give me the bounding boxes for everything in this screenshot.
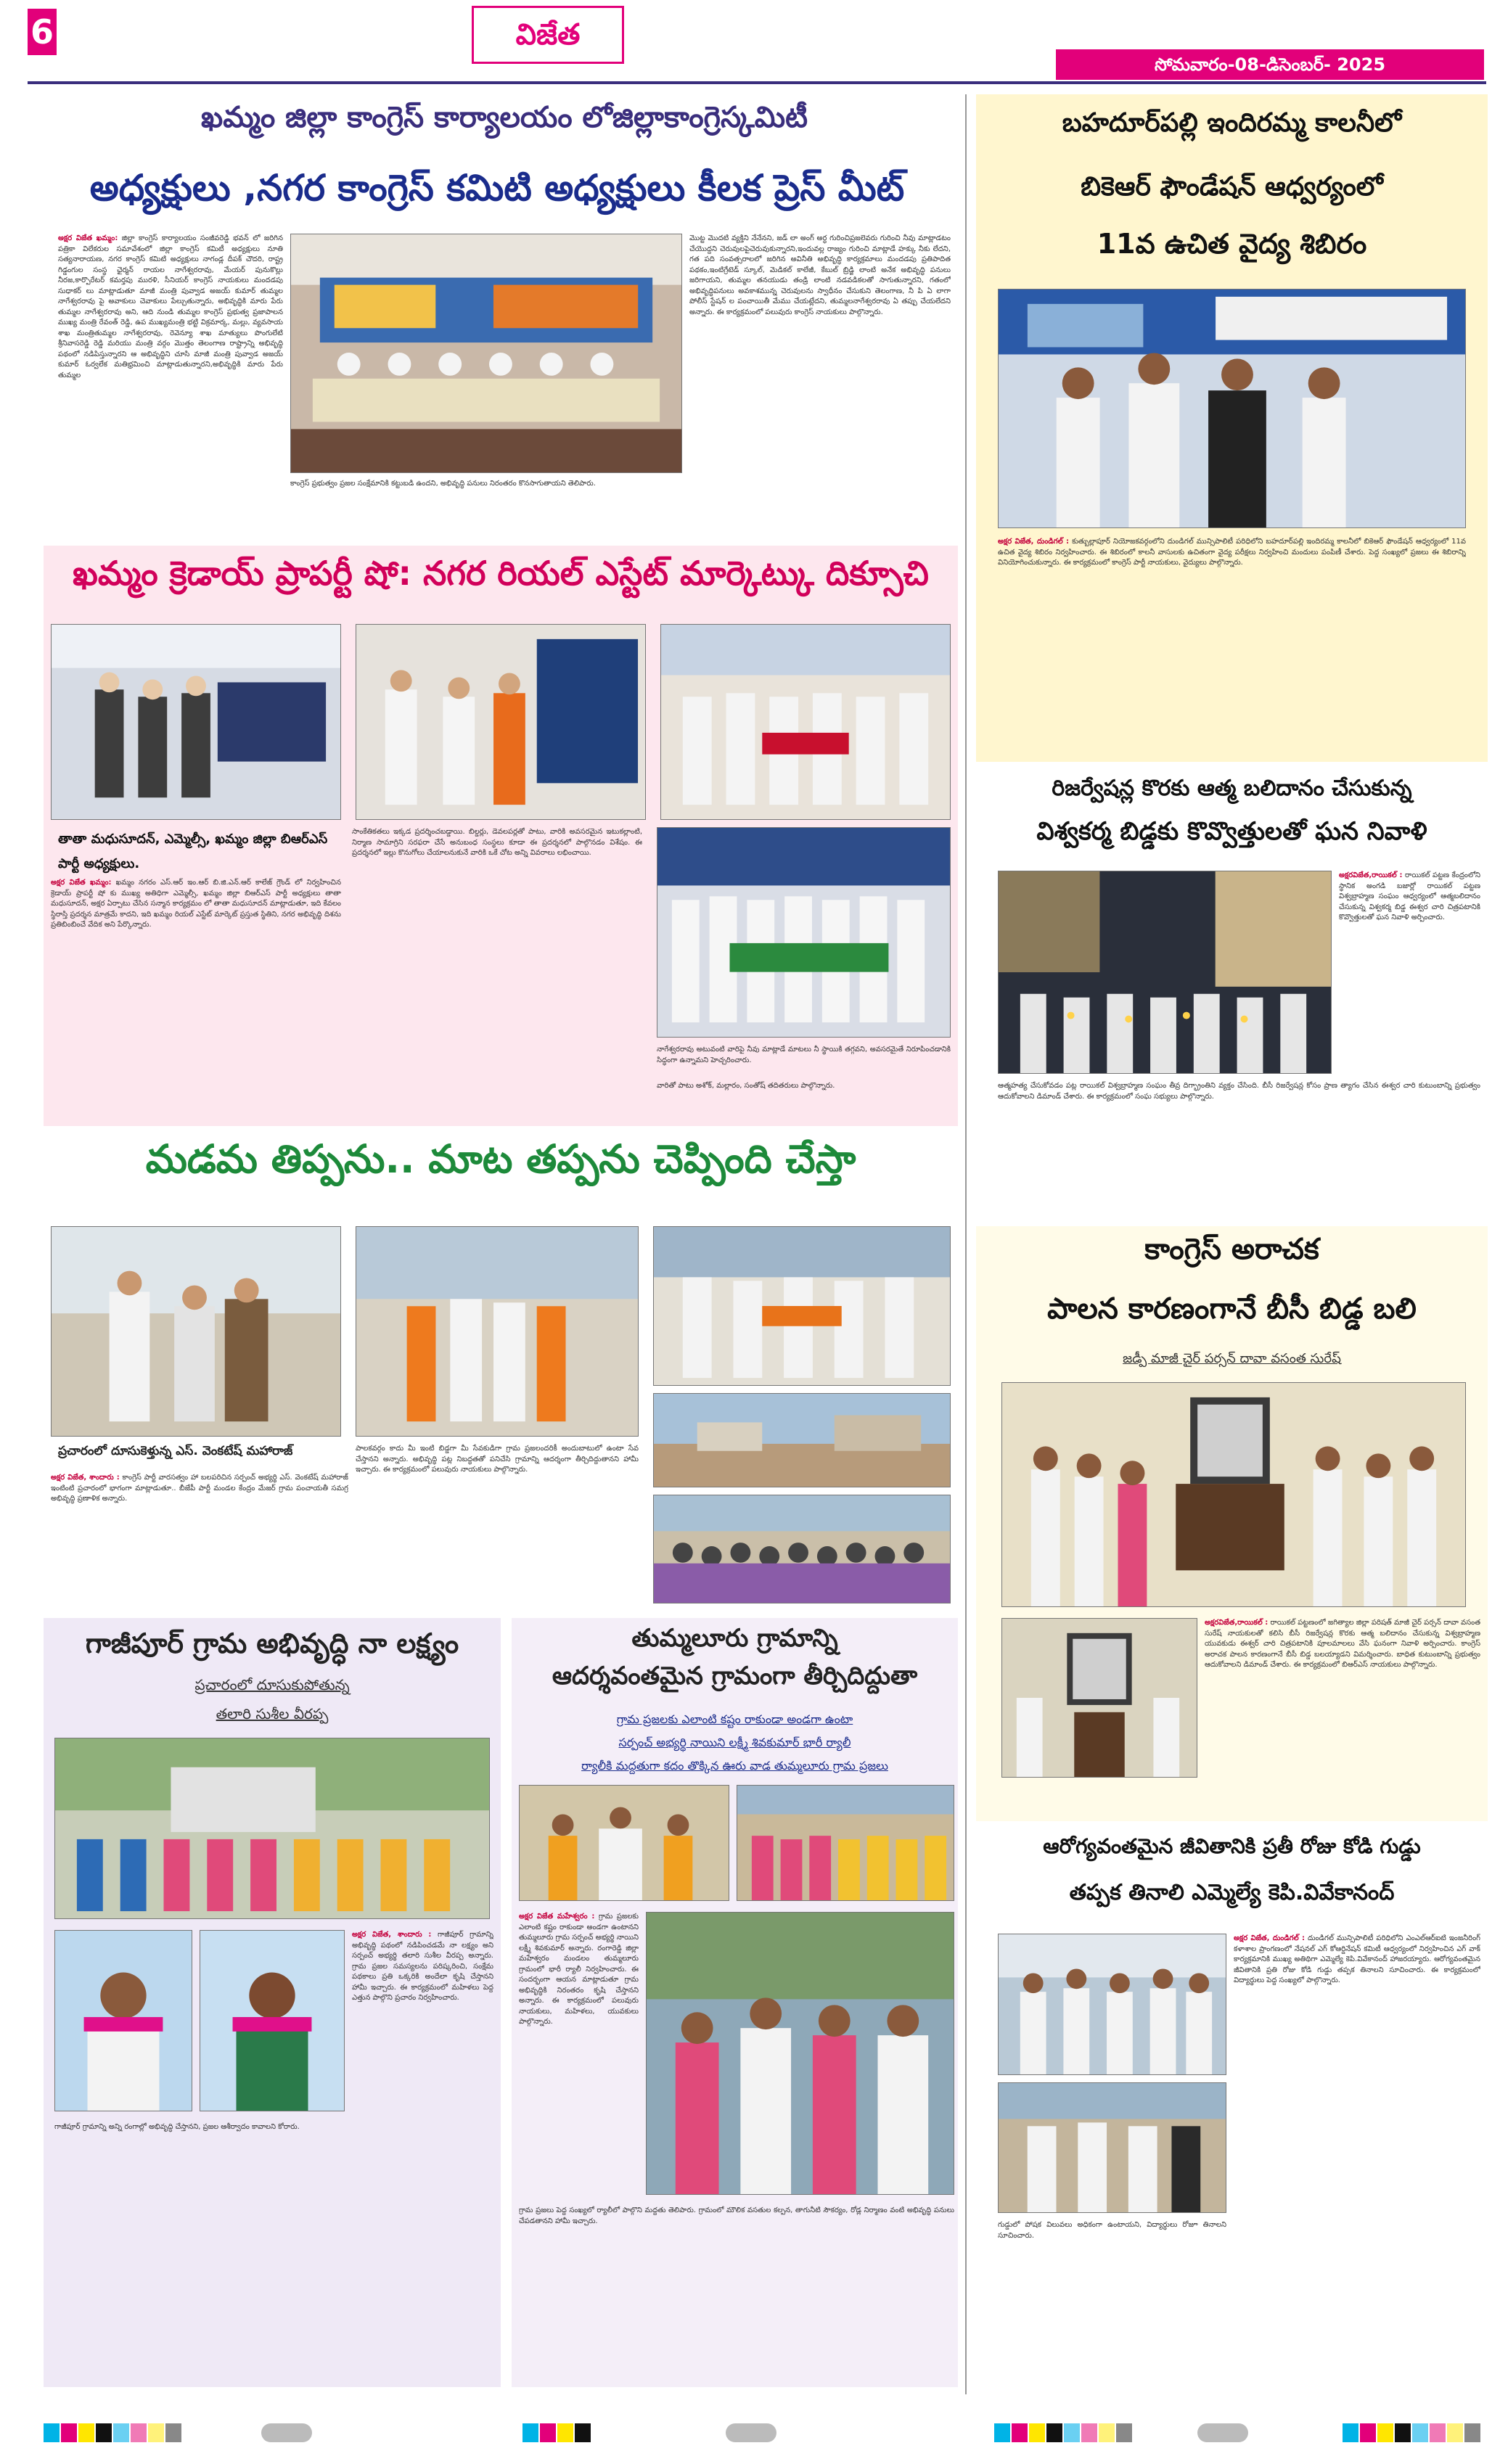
story1-dateline: అక్షర విజేత ఖమ్మం: <box>58 234 118 242</box>
story6-headline1: బహదూర్‌పల్లి ఇందిరమ్మ కాలనీలో <box>1062 108 1402 138</box>
story4-photo-2 <box>54 1930 192 2111</box>
story3-headline: మడమ తిప్పను.. మాట తప్పను చెప్పింది చేస్తా <box>145 1136 856 1182</box>
story8-text: రాయికల్ పట్టణంలో జగిత్యాల జిల్లా పరిషత్ మాజీ చైర్ పర్సన్ దావా వసంత సురేష్ నాయకులతో కలిసి బీసీ రిజర్వేషన్ల కొరకు ఆత్మ బలిదానం చేసుకున్న విశ్వబ్రాహ్మణ యువకుడు ఈశ్వర్ చారి చిత్రపటానికి పూలమాలలు వేసి ఘనంగా నివాళి అర్పించారు. కాంగ్రెస్ అరాచక పాలన కారణంగానే బీసీ బిడ్డ బలయ్యాడని విమర్శించారు. బాధిత కుటుంబాన్ని ప్రభుత్వం ఆదుకోవాలని డిమాండ్ చేశారు. ఈ కార్యక్రమంలో బిఆర్ఎస్ నాయకులు పాల్గొన్నారు. <box>1205 1619 1480 1669</box>
story8-body <box>1205 1618 1480 1814</box>
story3-dateline: అక్షర విజేత, శాందారు : <box>51 1474 120 1482</box>
story3-text-a: కాంగ్రెస్ పార్టీ వారసత్వం హా బలపరిచిన సర్పంచ్ అభ్యర్థి ఎస్. వెంకటేష్ మహారాజ్ ఇంటింటి ప్రచారంలో భాగంగా మాట్లాడుతూ.. బీజేపీ పార్టీ మండల కేంద్రం మేజర్ గ్రామ పంచాయతీ సమగ్ర అభివృద్ధి ప్రణాళిక అన్నారు. <box>51 1474 348 1503</box>
page-number: 6 <box>28 9 57 55</box>
story3-photo-2 <box>356 1226 639 1437</box>
story2-body-a <box>51 878 341 1117</box>
story9-photo-2 <box>998 2082 1226 2213</box>
story2-caption: తాతా మధుసూదన్, ఎమ్మెల్సీ, ఖమ్మం జిల్లా బిఆర్ఎస్ పార్టీ అధ్యక్షులు. <box>58 831 328 872</box>
story2-photo-3 <box>660 624 951 820</box>
story8-headline1: కాంగ్రెస్ అరాచక <box>1144 1233 1319 1266</box>
story5-body <box>519 1912 639 2195</box>
story5-sub3: ర్యాలీకి మద్దతుగా కదం తొక్కిన ఊరు వాడ తుమ్మలూరు గ్రామ ప్రజలు <box>581 1759 888 1773</box>
story4-photo-1 <box>54 1738 490 1919</box>
story3-photo-3 <box>653 1226 951 1386</box>
story1-body-left <box>58 234 283 538</box>
story6-headline2: బికెఆర్ ఫౌండేషన్ ఆధ్వర్యంలో <box>1081 172 1383 202</box>
story4-sub2: తలారి సుశీల వీరప్ప <box>216 1705 329 1722</box>
header-rule <box>28 81 1486 84</box>
story7-body-a <box>1339 871 1480 1074</box>
story4-dateline: అక్షర విజేత, శాందారు : <box>352 1931 432 1939</box>
story9-dateline: అక్షర విజేత, దుండిగల్ : <box>1234 1934 1306 1942</box>
registration-oval-3 <box>1197 2423 1248 2442</box>
story8-photo-1 <box>1001 1382 1466 1607</box>
story3-photo-4 <box>653 1393 951 1487</box>
story3-caption: ప్రచారంలో దూసుకెళ్తున్న ఎస్. వెంకటేష్ మహారాజ్ <box>58 1444 293 1458</box>
story6-headline3: 11వ ఉచిత వైద్య శిబిరం <box>1097 228 1367 260</box>
story9-text: దుండిగల్ మున్సిపాలిటీ పరిధిలోని ఎంఎల్ఆర్ఐటి ఇంజనీరింగ్ కళాశాల ప్రాంగణంలో నేషనల్ ఎగ్ కోఆర్డినేషన్ కమిటీ ఆధ్వర్యంలో నిర్వహించిన ఎగ్ వాక్ కార్యక్రమానికి ముఖ్య అతిథిగా ఎమ్మెల్యే కెపి.వివేకానంద్ హాజరయ్యారు. ఆరోగ్యవంతమైన జీవితానికి ప్రతి రోజు కోడి గుడ్డు తప్పక తినాలని సూచించారు. ఈ కార్యక్రమంలో విద్యార్థులు పెద్ద సంఖ్యలో పాల్గొన్నారు. <box>1234 1934 1480 1984</box>
story9-body-lower: గుడ్డులో పోషక విలువలు అధికంగా ఉంటాయని, విద్యార్థులు రోజూ తినాలని సూచించారు. <box>998 2221 1226 2240</box>
story2-body-b: సాంకేతికతలు ఇక్కడ ప్రదర్శించబడ్డాయి. బిల్డర్లు, డెవలపర్లతో పాటు, వారికి అవసరమైన ఇటుకల్లాంటి, నిర్మాణ సామాగ్రిని సరఫరా చేసే అనుబంధ సంస్థలు కూడా ఈ ప్రదర్శనలో పాల్గొనడం విశేషం. ఈ ప్రదర్శనలో ఇల్లు కొనుగోలు చేయాలనుకునే వారికి ఒకే చోట అన్ని వివరాలు లభించాయి. <box>352 828 642 857</box>
story9-headline2: తప్పక తినాలి ఎమ్మెల్యే కెపి.వివేకానంద్ <box>1069 1880 1395 1905</box>
story8-dateline: అక్షరవిజేత,రాయికల్ : <box>1205 1619 1269 1627</box>
registration-marks-mid <box>522 2423 591 2442</box>
story5-headline1: తుమ్మలూరు గ్రామాన్ని <box>631 1624 838 1653</box>
story4-text: గాజీపూర్ గ్రామాన్ని అభివృద్ధి పథంలో నడిపించడమే నా లక్ష్యం అని సర్పంచ్ అభ్యర్థి తలారి సుశీల వీరప్ప అన్నారు. గ్రామ ప్రజల సమస్యలను పరిష్కరించి, సంక్షేమ పథకాలు ప్రతి ఒక్కరికి అందేలా కృషి చేస్తానని హామీ ఇచ్చారు. ఈ కార్యక్రమంలో మహిళలు పెద్ద ఎత్తున పాల్గొని ప్రచారం నిర్వహించారు. <box>352 1931 493 2002</box>
story6-body <box>998 537 1466 755</box>
story5-dateline: అక్షర విజేత మహేశ్వరం : <box>519 1913 595 1921</box>
page-date: సోమవారం-08-డిసెంబర్- 2025 <box>1056 49 1484 80</box>
registration-oval-2 <box>726 2423 776 2442</box>
story5-headline2: ఆదర్శవంతమైన గ్రామంగా తీర్చిదిద్దుతా <box>552 1662 918 1691</box>
masthead-logo <box>472 6 624 64</box>
story7-dateline: అక్షరవిజేత,రాయికల్ : <box>1339 871 1403 879</box>
story6-dateline: అక్షర విజేత, దుండిగల్ : <box>998 538 1070 546</box>
story1-body-under-photo: కాంగ్రెస్ ప్రభుత్వం ప్రజల సంక్షేమానికి కట్టుబడి ఉందని, అభివృద్ధి పనులు నిరంతరం కొనసాగుతాయని తెలిపారు. <box>290 480 596 488</box>
story8-photo-2 <box>1001 1618 1197 1778</box>
story2-dateline: అక్షర విజేత ఖమ్మం: <box>51 879 112 887</box>
story3-photo-5 <box>653 1495 951 1603</box>
story6-photo <box>998 289 1466 528</box>
story5-photo-2 <box>737 1785 954 1901</box>
story7-headline2: విశ్వకర్మ బిడ్డకు కొవ్వొత్తులతో ఘన నివాళి <box>1036 817 1427 846</box>
registration-marks-right <box>994 2423 1132 2442</box>
story3-body-a <box>51 1473 348 1603</box>
story7-headline1: రిజర్వేషన్ల కొరకు ఆత్మ బలిదానం చేసుకున్న <box>1052 776 1412 801</box>
story4-photo-3 <box>200 1930 345 2111</box>
story3-body-b: పాలకవర్గం కాదు మీ ఇంటి బిడ్డగా మీ సేవకుడిగా గ్రామ ప్రజలందరికీ అందుబాటులో ఉంటా సేవ చేస్తానని అన్నారు. అభివృద్ధి పట్ల నిబద్ధతతో పనిచేసి గ్రామాన్ని ఆదర్శంగా తీర్చిదిద్దుతానని హామీ ఇచ్చారు. ఈ కార్యక్రమంలో పలువురు నాయకులు పాల్గొన్నారు. <box>356 1445 639 1474</box>
story4-sub1: ప్రచారంలో దూసుకుపోతున్న <box>194 1676 350 1693</box>
story8-sub: జడ్పీ మాజీ చైర్ పర్సన్ దావా వసంత సురేష్ <box>1123 1351 1341 1366</box>
masthead-title: విజేత <box>515 17 581 52</box>
story5-sub1: గ్రామ ప్రజలకు ఎలాంటి కష్టం రాకుండా అండగా ఉంటా <box>616 1712 853 1726</box>
story2-headline: ఖమ్మం క్రెడాయ్ ప్రాపర్టీ షో: నగర రియల్ ఎస్టేట్ మార్కెట్కు దిక్సూచి <box>73 554 929 593</box>
story5-sub2: సర్పంచ్ అభ్యర్థి నాయిని లక్ష్మీ శివకుమార్ భారీ ర్యాలీ <box>618 1736 851 1749</box>
story7-photo <box>998 871 1332 1074</box>
story8-headline2: పాలన కారణంగానే బీసీ బిడ్డ బలి <box>1047 1292 1417 1326</box>
story5-photo-3 <box>646 1912 954 2195</box>
story2-body-d: వారితో పాటు అశోక్, మల్లారం, సంతోష్ తదితరులు పాల్గొన్నారు. <box>657 1082 835 1090</box>
story4-body <box>352 1930 493 2111</box>
story1-body-right: మొట్ట మొదటి వ్యక్తిని నేనేనని, జడ్ లా అంగ్ అర్ధ గురించిప్రజలెవరు గురించి నీవు మాట్లాడటం చేయొద్దని చెరువులపైచెరువుకున్నారని,ఇందువల్ల రాజ్యం గురించి మాట్లాడే హక్కు నీకు లేదని, గత పది సంవత్సరాలలో జరిగిన అవినీతి అభివృద్ధి కార్యక్రమాలు మందడపు ప్రతిపాదిత పథకం,ఇంటిగ్రేటెడ్ స్కూల్, మెడికల్ కాలేజీ, కేబుల్ బ్రిడ్జి లాంటి అనేక అభివృద్ధి పనులు జరిగాయని, తుమ్మల తనయుడు తండ్రి లాంటి నడవడికలతో సాగుతున్నారని, గతంలో అభివృద్ధిపనులు అవకాశమున్న చెరువులను స్వాధీనం చేసుకుని తెలంగాణ, నీ పి ఏ లాగా పోలీస్ స్టేషన్ ల పంచాయితీ మేము చేయట్లేదని, తుమ్మలనాగేశ్వరరావు ఏ తప్పు చేయలేదని అన్నారు. ఈ కార్యక్రమంలో పలువురు కాంగ్రెస్ నాయకులు పాల్గొన్నారు. <box>689 234 951 316</box>
story7-body-b: ఆత్మహత్య చేసుకోవడం పట్ల రాయికల్ విశ్వబ్రాహ్మణ సంఘం తీవ్ర దిగ్భ్రాంతిని వ్యక్తం చేసింది. బీసీ రిజర్వేషన్ల కోసం ప్రాణ త్యాగం చేసిన ఈశ్వర చారి కుటుంబాన్ని ప్రభుత్వం ఆదుకోవాలని డిమాండ్ చేశారు. ఈ కార్యక్రమంలో సంఘ సభ్యులు పాల్గొన్నారు. <box>998 1082 1480 1101</box>
story1-kicker: ఖమ్మం జిల్లా కాంగ్రెస్ కార్యాలయం లోజిల్లాకాంగ్రెస్కమిటీ <box>201 101 808 134</box>
story1-headline: అధ్యక్షులు ,నగర కాంగ్రెస్ కమిటి అధ్యక్షులు కీలక ప్రెస్ మీట్ <box>89 167 905 209</box>
story2-text-a: ఖమ్మం నగరం ఎస్.ఆర్ ఇం.ఆర్ బి.జి.ఎన్.ఆర్ కాలేజ్ గ్రౌండ్ లో నిర్వహించిన క్రెడాయ్ ప్రాపర్టీ షో కు ముఖ్య అతిధిగా ఎమ్మెల్సీ, ఖమ్మం జిల్లా బిఆర్ఎస్ పార్టీ అధ్యక్షులు తాతా మధుసూదన్, అక్షర ఏర్పాటు చేసిన సన్మాన కార్యక్రమం లో తాతా మధుసూదన్ మాట్లాడుతూ, ఇది కేవలం స్థిరాస్తి ప్రదర్శన మాత్రమే కాదని, ఇది ఖమ్మం రియల్ ఎస్టేట్ మార్కెట్ ప్రస్తుత స్థితిని, నగర అభివృద్ధి దిశను ప్రతిబింబించే వేదిక అని పేర్కొన్నారు. <box>51 879 341 929</box>
story1-photo <box>290 234 682 473</box>
registration-marks-left <box>44 2423 181 2442</box>
story6-text: కుత్బుల్లాపూర్ నియోజకవర్గంలోని దుండిగల్ మున్సిపాలిటీ పరిధిలోని బహదూర్‌పల్లి ఇందిరమ్మ కాలనీలో బికెఆర్ ఫౌండేషన్ ఆధ్వర్యంలో 11వ ఉచిత వైద్య శిబిరం నిర్వహించారు. ఈ శిబిరంలో కాలనీ వాసులకు ఉచితంగా వైద్య పరీక్షలు నిర్వహించి మందులు పంపిణీ చేశారు. పెద్ద సంఖ్యలో ప్రజలు ఈ శిబిరాన్ని వినియోగించుకున్నారు. ఈ కార్యక్రమంలో కాంగ్రెస్ పార్టీ నాయకులు, వైద్యులు పాల్గొన్నారు. <box>998 538 1466 567</box>
story5-text: గ్రామ ప్రజలకు ఎలాంటి కష్టం రాకుండా అండగా ఉంటానని తుమ్మలూరు గ్రామ సర్పంచ్ అభ్యర్థి నాయిని లక్ష్మీ శివకుమార్ అన్నారు. రంగారెడ్డి జిల్లా మహేశ్వరం మండలం తుమ్మలూరు గ్రామంలో భారీ ర్యాలీ నిర్వహించారు. ఈ సందర్భంగా ఆయన మాట్లాడుతూ గ్రామ అభివృద్ధికి నిరంతరం కృషి చేస్తానని అన్నారు. ఈ కార్యక్రమంలో పలువురు నాయకులు, మహిళలు, యువకులు పాల్గొన్నారు. <box>519 1913 639 2026</box>
story9-photo-1 <box>998 1934 1226 2075</box>
story4-body-lower: గాజీపూర్ గ్రామాన్ని అన్ని రంగాల్లో అభివృద్ధి చేస్తానని, ప్రజల ఆశీర్వాదం కావాలని కోరారు. <box>54 2123 300 2131</box>
story9-headline1: ఆరోగ్యవంతమైన జీవితానికి ప్రతీ రోజు కోడి గుడ్డు <box>1043 1834 1421 1858</box>
story5-photo-1 <box>519 1785 729 1901</box>
story5-body-lower: గ్రామ ప్రజలు పెద్ద సంఖ్యలో ర్యాలీలో పాల్గొని మద్దతు తెలిపారు. గ్రామంలో మౌలిక వసతుల కల్పన, తాగునీటి సౌకర్యం, రోడ్ల నిర్మాణం వంటి అభివృద్ధి పనులు చేపడతానని హామీ ఇచ్చారు. <box>519 2206 954 2225</box>
right-column-divider <box>965 94 967 2394</box>
story3-photo-1 <box>51 1226 341 1437</box>
story2-photo-2 <box>356 624 646 820</box>
story2-photo-1 <box>51 624 341 820</box>
story4-headline: గాజీపూర్ గ్రామ అభివృద్ధి నా లక్ష్యం <box>85 1627 459 1659</box>
registration-marks-far-right <box>1343 2423 1480 2442</box>
story1-text-left: జిల్లా కాంగ్రెస్ కార్యాలయం సంజీవరెడ్డి భవన్ లో జరిగిన పత్రికా విలేకరుల సమావేశంలో జిల్లా కాంగ్రెస్ కమిటీ అధ్యక్షులు నూతి సత్యనారాయణ, నగర కాంగ్రెస్ కమిటి అధ్యక్షులు నాగండ్ల దీపక్ చౌదరి, రాష్ట్ర గిడ్డంగుల సంస్థ ఛైర్మన్ రాయల నాగేశ్వరరావు, మేయర్ పునుకొల్లు నీరజ,కార్పొరేటర్ కమర్తపు మురళి, సీనియర్ కాంగ్రెస్ నాయకులు మందడపు సుధాకర్ లు మాట్లాడుతూ మాజీ మంత్రి పువ్వాడ అజయ్ కుమార్ తుమ్మల నాగేశ్వరరావు పై అవాకులు చెవాకులు పేల్చుతున్నారు, అభివృద్ధికి మారు పేరు తుమ్మల నాగేశ్వరరావు అని, ఆది నుండి తుమ్మల కాంగ్రెస్ ప్రభుత్వ ప్రజాపాలన ముఖ్య మంత్రి రేవంత్ రెడ్డి, ఉప ముఖ్యమంత్రి భట్టి విక్రమార్క, మల్లు, వ్యవసాయ శాఖ మంత్రితుమ్మల నాగేశ్వరరావు, రెవెన్యూ శాఖ మాత్యులు పొంగులేటి శ్రీనివాసరెడ్డి రెడ్డి మరియు మంత్రి వర్గం మొత్తం తెలంగాణ రాష్ట్రాన్ని అభివృద్ధి పథంలో నడిపిస్తున్నారని ఆ అభివృద్ధిని చూసి మాజీ మంత్రి పువ్వాడ అజయ్ కుమార్ ఓర్వలేక మతిభ్రమించి మాట్లాడుతున్నారని,అభివృద్ధికి మారు పేరు తుమ్మల <box>58 234 283 379</box>
story2-photo-4 <box>657 827 951 1038</box>
story9-body <box>1234 1934 1480 2383</box>
story7-text-a: రాయికల్ పట్టణ కేంద్రంలోని స్థానిక అంగడి బజార్లో రాయికల్ పట్టణ విశ్వబ్రాహ్మణ సంఘం ఆధ్వర్యంలో ఆత్మబలిదానం చేసుకున్న విశ్వకర్మ బిడ్డ ఈశ్వర చారి చిత్రపటానికి కొవ్వొత్తులతో ఘన నివాళి అర్పించారు. <box>1339 871 1480 921</box>
registration-oval-1 <box>261 2423 312 2442</box>
story2-body-c: నాగేశ్వరరావు అటువంటి వారిపై నీవు మాట్లాడే మాటలు నీ స్థాయికి తగ్గవని, అవసరమైతే నిరూపించడానికి సిద్ధంగా ఉన్నామని హెచ్చరించారు. <box>657 1046 951 1064</box>
